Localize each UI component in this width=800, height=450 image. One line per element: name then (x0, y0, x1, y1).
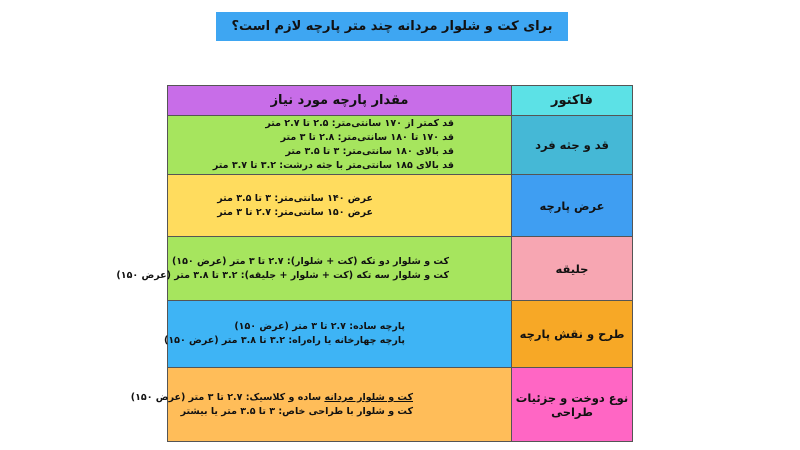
factor-cell: جلیقه (512, 237, 633, 301)
amount-line: قد بالای ۱۸۰ سانتی‌متر: ۳ تا ۳.۵ متر (285, 146, 454, 157)
amount-cell (116, 237, 512, 301)
amount-lines (116, 255, 511, 283)
factor-cell: عرض پارچه (512, 175, 633, 237)
header-factor: فاکتور (512, 86, 633, 116)
table-row (168, 237, 633, 301)
amount-line: قد بالای ۱۸۵ سانتی‌متر با جثه درشت: ۳.۲ تا ۳.۷ متر (212, 159, 454, 171)
factor-cell: نوع دوخت و جزئیات طراحی (512, 368, 633, 442)
amount-line: عرض ۱۴۰ سانتی‌متر: ۳ تا ۳.۵ متر (217, 192, 373, 204)
amount-lines (130, 391, 511, 419)
underlined-text: کت و شلوار مردانه (324, 391, 413, 403)
amount-lines (168, 192, 511, 220)
amount-line: قد کمتر از ۱۷۰ سانتی‌متر: ۲.۵ تا ۲.۷ متر (265, 118, 454, 130)
amount-line: کت و شلوار سه تکه (کت + شلوار + جلیقه): ۳.۲ تا ۳.۸ متر (عرض ۱۵۰) (116, 269, 449, 281)
table-row (168, 116, 633, 175)
amount-cell (164, 301, 512, 368)
amount-line: کت و شلوار دو تکه (کت + شلوار): ۲.۷ تا ۳ متر (عرض ۱۵۰) (171, 255, 449, 267)
amount-line: قد ۱۷۰ تا ۱۸۰ سانتی‌متر: ۲.۸ تا ۳ متر (280, 132, 454, 144)
factor-cell: طرح و نقش پارچه (512, 301, 633, 368)
amount-line-text: ساده و کلاسیک: ۲.۷ تا ۳ متر (عرض ۱۵۰) (130, 391, 322, 403)
amount-line (130, 391, 413, 405)
amount-cell (168, 116, 512, 175)
amount-cell (168, 175, 512, 237)
factor-cell: قد و جثه فرد (512, 116, 633, 175)
amount-line: کت و شلوار با طراحی خاص: ۳ تا ۳.۵ متر یا بیشتر (180, 405, 413, 417)
amount-lines (164, 320, 511, 348)
table-row (168, 301, 633, 368)
table-row (168, 175, 633, 237)
header-amount: مقدار پارچه مورد نیاز (168, 86, 512, 116)
page-title: برای کت و شلوار مردانه چند متر پارچه لازم است؟ (216, 12, 568, 41)
amount-lines (168, 117, 511, 172)
amount-cell (130, 368, 512, 442)
fabric-table (116, 85, 633, 442)
table-row (168, 368, 633, 442)
amount-line: پارچه چهارخانه یا راه‌راه: ۳.۲ تا ۳.۸ متر (عرض ۱۵۰) (164, 335, 405, 346)
table-header-row (168, 86, 633, 116)
amount-line: پارچه ساده: ۲.۷ تا ۳ متر (عرض ۱۵۰) (234, 321, 405, 333)
amount-line: عرض ۱۵۰ سانتی‌متر: ۲.۷ تا ۳ متر (217, 206, 373, 218)
